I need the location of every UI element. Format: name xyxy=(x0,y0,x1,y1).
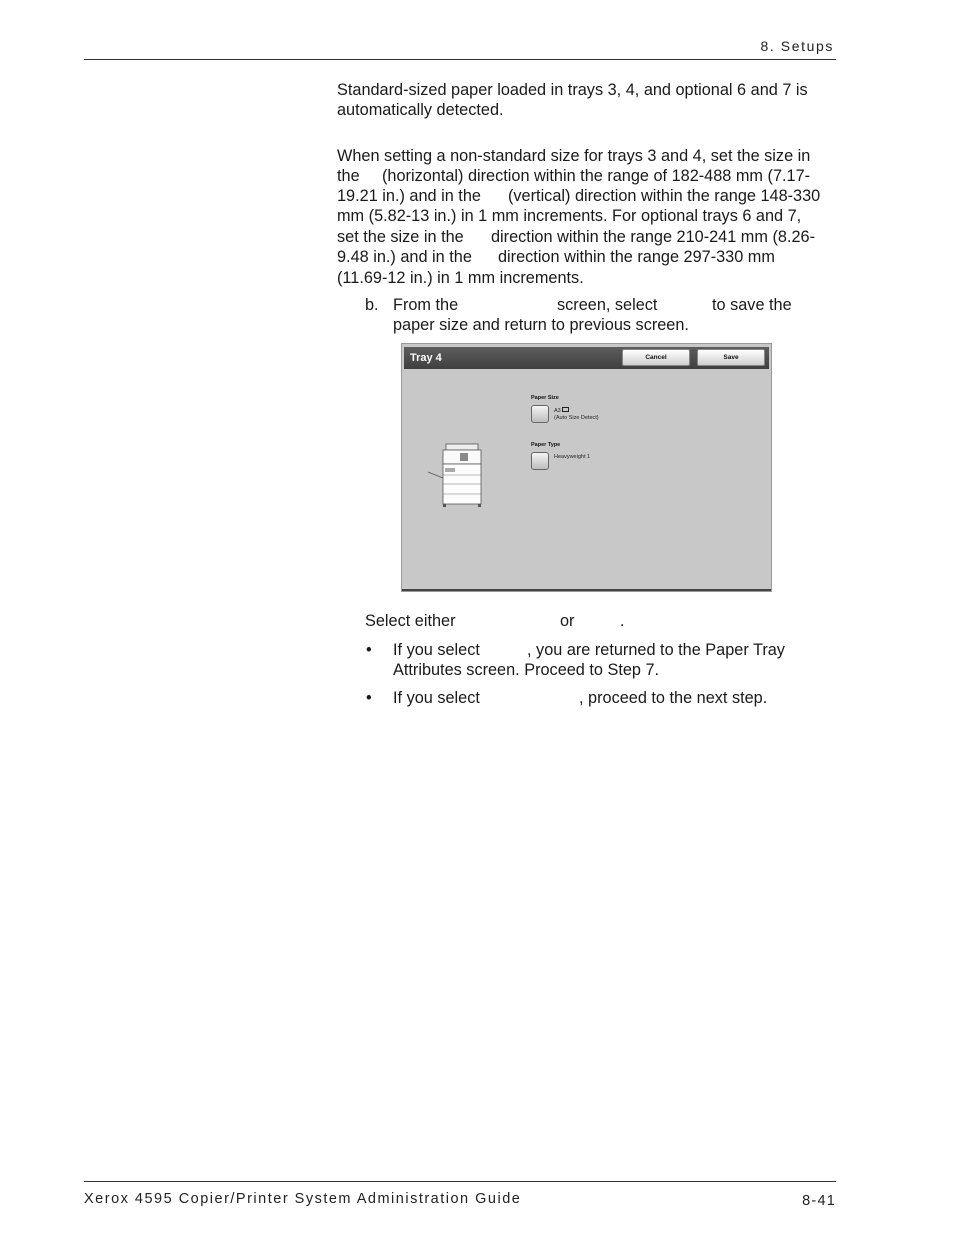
text-line: screen, select xyxy=(557,296,658,314)
text-line: automatically detected. xyxy=(337,101,504,119)
text-line: Select either xyxy=(365,612,456,630)
paper-type-value: Heavyweight 1 xyxy=(554,454,591,460)
text-line: When setting a non-standard size for trays 3 and 4, set the size in xyxy=(337,147,811,165)
paper-type-button[interactable] xyxy=(531,452,549,470)
text-line: (11.69-12 in.) in 1 mm increments. xyxy=(337,269,584,287)
footer-guide-title: Xerox 4595 Copier/Printer System Administration Guide xyxy=(84,1191,522,1207)
copier-machine-icon xyxy=(426,442,486,508)
bullet-marker: • xyxy=(366,689,372,707)
title-bar xyxy=(404,347,769,369)
text-line: the xyxy=(337,167,360,185)
paper-size-value: A3 xyxy=(554,407,569,415)
text-line: . xyxy=(620,612,625,630)
text-line: direction within the range 210-241 mm (8.26- xyxy=(491,228,815,246)
text-line: (vertical) direction within the range 148-330 xyxy=(508,187,821,205)
bullet-marker: • xyxy=(366,641,372,659)
save-button[interactable]: Save xyxy=(697,349,765,366)
text-line: or xyxy=(560,612,575,630)
text-line: paper size and return to previous screen. xyxy=(393,316,689,334)
paper-size-label: Paper Size xyxy=(531,395,559,401)
text-line: 19.21 in.) and in the xyxy=(337,187,481,205)
text-line: (horizontal) direction within the range of 182-488 mm (7.17- xyxy=(382,167,811,185)
text-line: to save the xyxy=(712,296,792,314)
text-line: From the xyxy=(393,296,459,314)
screen-title: Tray 4 xyxy=(410,352,442,364)
text-line: Attributes screen. Proceed to Step 7. xyxy=(393,661,660,679)
tray-4-screenshot xyxy=(401,343,772,592)
screen-bottom-edge xyxy=(402,589,771,591)
text-line: set the size in the xyxy=(337,228,464,246)
text-line: direction within the range 297-330 mm xyxy=(498,248,775,266)
text-line: If you select xyxy=(393,641,480,659)
header-rule xyxy=(84,59,836,60)
step-marker: b. xyxy=(365,296,379,314)
paper-size-detect-note: (Auto Size Detect) xyxy=(554,415,599,421)
text-line: , proceed to the next step. xyxy=(579,689,768,707)
paper-size-button[interactable] xyxy=(531,405,549,423)
text-line: Standard-sized paper loaded in trays 3, 4, and optional 6 and 7 is xyxy=(337,81,808,99)
text-line: mm (5.82-13 in.) in 1 mm increments. For optional trays 6 and 7, xyxy=(337,207,802,225)
text-line: 9.48 in.) and in the xyxy=(337,248,472,266)
footer-rule xyxy=(84,1181,836,1182)
text-line: If you select xyxy=(393,689,480,707)
text-line: , you are returned to the Paper Tray xyxy=(527,641,785,659)
landscape-orientation-icon xyxy=(562,407,569,412)
paper-type-label: Paper Type xyxy=(531,442,561,448)
header-section-title: 8. Setups xyxy=(760,38,834,54)
cancel-button[interactable]: Cancel xyxy=(622,349,690,366)
footer-page-number: 8-41 xyxy=(802,1193,836,1209)
